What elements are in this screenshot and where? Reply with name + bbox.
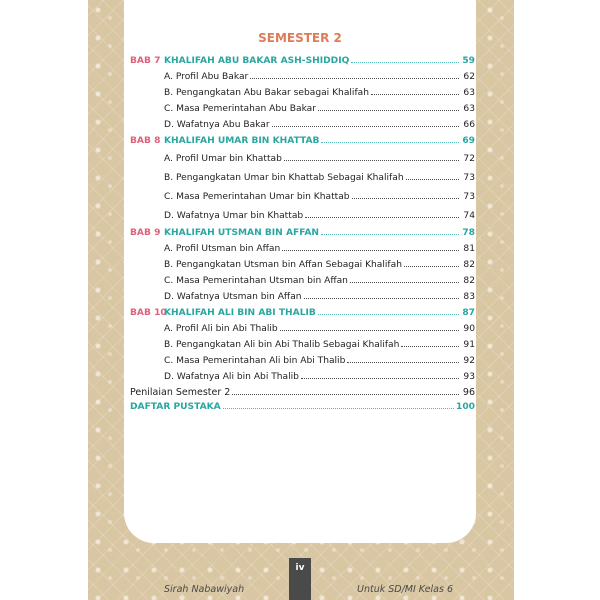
leader-dots <box>321 226 459 235</box>
leader-dots <box>301 370 459 379</box>
chapter-title: KHALIFAH UTSMAN BIN AFFAN <box>164 228 320 238</box>
toc-item[interactable] <box>130 188 475 206</box>
item-label: B. Pengangkatan Ali bin Abi Thalib Sebagai Khalifah <box>164 340 400 350</box>
footer-book-title: Sirah Nabawiyah <box>164 584 245 595</box>
chapter-number: BAB 7 <box>130 56 161 66</box>
toc-item[interactable] <box>130 118 475 133</box>
item-label: B. Pengangkatan Abu Bakar sebagai Khalifah <box>164 88 369 98</box>
toc-item[interactable] <box>130 370 475 385</box>
item-label: A. Profil Umar bin Khattab <box>164 154 282 164</box>
bibliography-page: 100 <box>456 402 475 412</box>
item-page: 66 <box>463 120 475 130</box>
leader-dots <box>318 306 459 315</box>
item-page: 90 <box>463 324 475 334</box>
assessment-label: Penilaian Semester 2 <box>130 387 231 398</box>
chapter-title: KHALIFAH UMAR BIN KHATTAB <box>164 136 320 146</box>
toc-assessment[interactable] <box>130 385 475 400</box>
item-label: B. Pengangkatan Umar bin Khattab Sebagai Khalifah <box>164 173 404 183</box>
chapter-number: BAB 8 <box>130 136 161 146</box>
page-number: iv <box>295 563 305 573</box>
leader-dots <box>406 171 459 180</box>
leader-dots <box>318 102 459 111</box>
bibliography-label: DAFTAR PUSTAKA <box>130 402 221 412</box>
item-page: 93 <box>463 372 475 382</box>
item-label: D. Wafatnya Ali bin Abi Thalib <box>164 372 299 382</box>
item-page: 63 <box>463 104 475 114</box>
chapter-page: 87 <box>462 308 475 318</box>
item-page: 92 <box>463 356 475 366</box>
leader-dots <box>223 400 454 409</box>
leader-dots <box>347 354 459 363</box>
toc-chapter-9[interactable] <box>130 226 475 241</box>
item-page: 82 <box>463 260 475 270</box>
item-label: B. Pengangkatan Utsman bin Affan Sebagai Khalifah <box>164 260 402 270</box>
chapter-page: 78 <box>462 228 475 238</box>
toc-item[interactable] <box>130 258 475 273</box>
leader-dots <box>280 322 459 331</box>
leader-dots <box>284 152 459 161</box>
item-label: C. Masa Pemerintahan Umar bin Khattab <box>164 192 350 202</box>
chapter-number: BAB 10 <box>130 308 167 318</box>
toc-bibliography[interactable] <box>130 400 475 415</box>
leader-dots <box>282 242 459 251</box>
item-label: C. Masa Pemerintahan Ali bin Abi Thalib <box>164 356 346 366</box>
toc-item[interactable] <box>130 274 475 289</box>
item-label: A. Profil Utsman bin Affan <box>164 244 281 254</box>
toc-item[interactable] <box>130 242 475 257</box>
chapter-title: KHALIFAH ALI BIN ABI THALIB <box>164 308 316 318</box>
item-page: 62 <box>463 72 475 82</box>
item-page: 74 <box>463 211 475 221</box>
toc-item[interactable] <box>130 102 475 117</box>
toc-item[interactable] <box>130 70 475 85</box>
item-page: 82 <box>463 276 475 286</box>
item-page: 73 <box>463 192 475 202</box>
leader-dots <box>250 70 459 79</box>
item-page: 83 <box>463 292 475 302</box>
toc-chapter-7[interactable] <box>130 54 475 69</box>
toc-chapter-8[interactable] <box>130 134 475 149</box>
chapter-page: 59 <box>462 56 475 66</box>
item-page: 73 <box>463 173 475 183</box>
toc-item[interactable] <box>130 322 475 337</box>
leader-dots <box>352 190 459 199</box>
item-label: C. Masa Pemerintahan Abu Bakar <box>164 104 316 114</box>
leader-dots <box>304 290 459 299</box>
toc-item[interactable] <box>130 338 475 353</box>
page-number-tab <box>289 558 311 600</box>
toc-chapter-10[interactable] <box>130 306 475 321</box>
leader-dots <box>350 274 459 283</box>
item-label: D. Wafatnya Utsman bin Affan <box>164 292 302 302</box>
item-page: 63 <box>463 88 475 98</box>
item-page: 91 <box>463 340 475 350</box>
leader-dots <box>371 86 459 95</box>
leader-dots <box>351 54 459 63</box>
item-label: A. Profil Ali bin Abi Thalib <box>164 324 278 334</box>
toc-item[interactable] <box>130 169 475 187</box>
leader-dots <box>272 118 459 127</box>
table-of-contents <box>130 53 475 415</box>
leader-dots <box>404 258 459 267</box>
semester-heading: SEMESTER 2 <box>258 31 342 45</box>
leader-dots <box>305 209 459 218</box>
item-page: 81 <box>463 244 475 254</box>
item-page: 72 <box>463 154 475 164</box>
footer-grade-label: Untuk SD/MI Kelas 6 <box>357 584 454 595</box>
chapter-number: BAB 9 <box>130 228 161 238</box>
item-label: C. Masa Pemerintahan Utsman bin Affan <box>164 276 348 286</box>
toc-item[interactable] <box>130 290 475 305</box>
item-label: A. Profil Abu Bakar <box>164 72 249 82</box>
toc-item[interactable] <box>130 150 475 168</box>
item-label: D. Wafatnya Abu Bakar <box>164 120 270 130</box>
assessment-page: 96 <box>462 387 475 398</box>
toc-item[interactable] <box>130 86 475 101</box>
chapter-page: 69 <box>462 136 475 146</box>
leader-dots <box>232 386 459 395</box>
chapter-title: KHALIFAH ABU BAKAR ASH-SHIDDIQ <box>164 56 350 66</box>
leader-dots <box>401 338 459 347</box>
toc-item[interactable] <box>130 207 475 225</box>
toc-item[interactable] <box>130 354 475 369</box>
item-label: D. Wafatnya Umar bin Khattab <box>164 211 304 221</box>
leader-dots <box>321 134 459 143</box>
